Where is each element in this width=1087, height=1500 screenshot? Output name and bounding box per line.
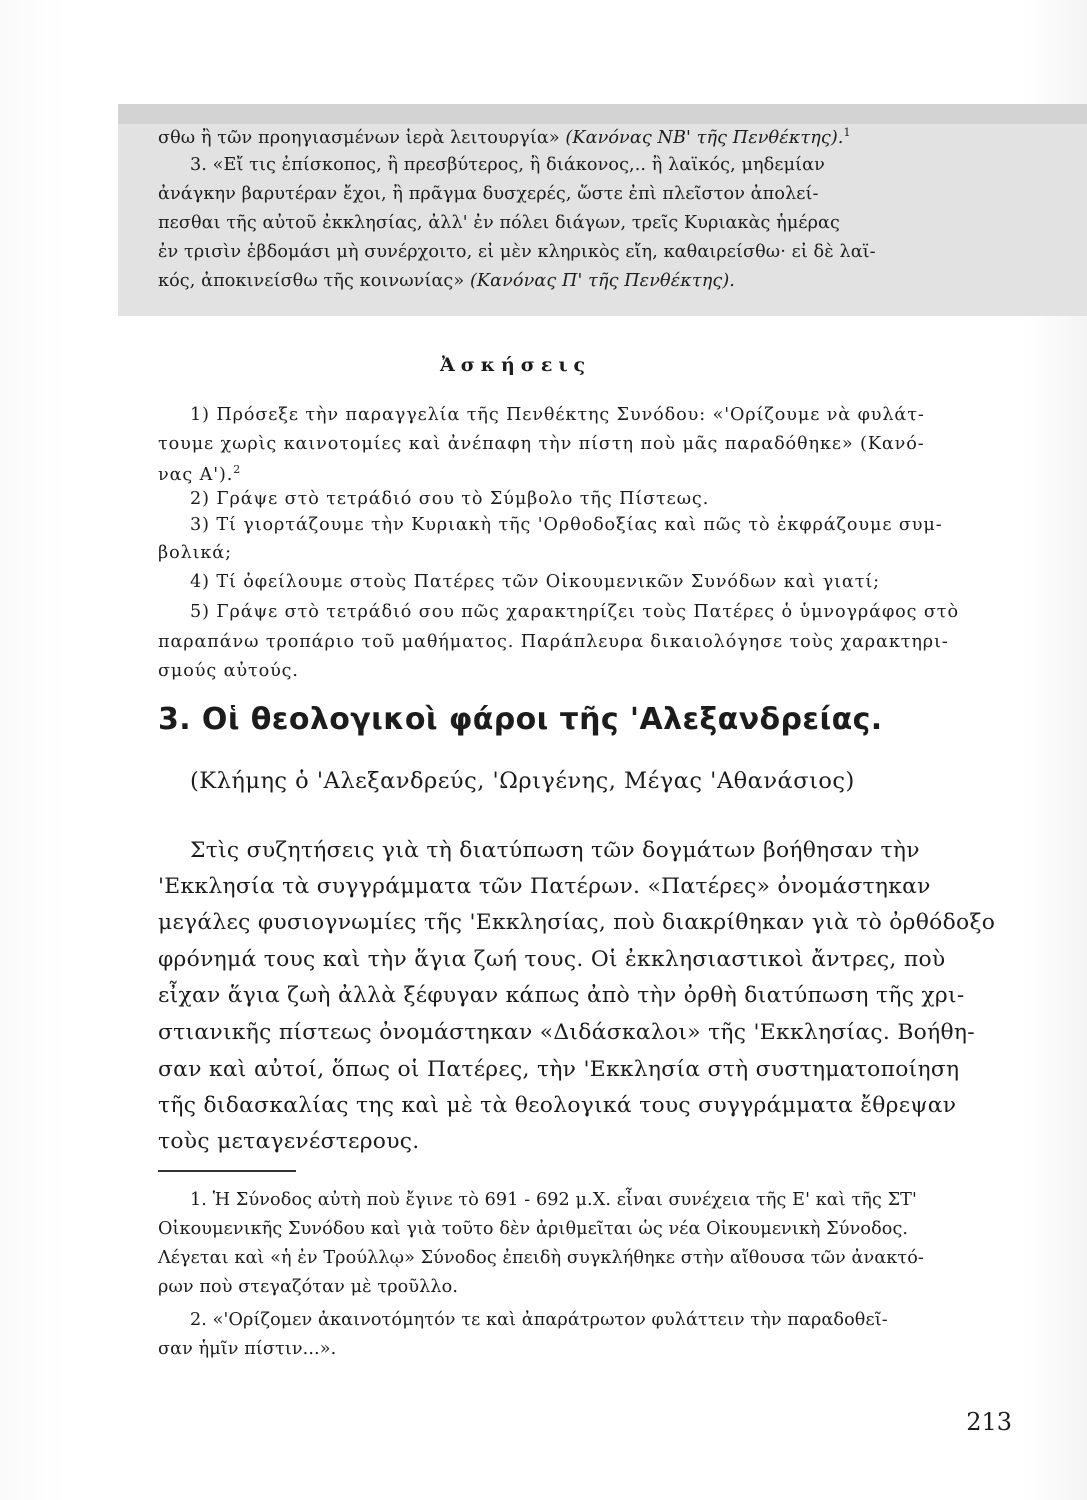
body-line: εἶχαν ἅγια ζωὴ ἀλλὰ ξέφυγαν κάπως ἀπὸ τὴν ὀρθὴ διατύπωση τῆς χρι- — [158, 983, 965, 1008]
section-subtitle: (Κλήμης ὁ 'Αλεξανδρεύς, 'Ωριγένης, Μέγας 'Αθανάσιος) — [190, 768, 855, 794]
body-line: μεγάλες φυσιογνωμίες τῆς 'Εκκλησίας, ποὺ διακρίθηκαν γιὰ τὸ ὀρθόδοξο — [158, 910, 996, 935]
page-number: 213 — [966, 1408, 1012, 1436]
exercise-line: 2) Γράψε στὸ τετράδιό σου τὸ Σύμβολο τῆς Πίστεως. — [190, 489, 710, 509]
shaded-print-strip — [118, 104, 1087, 124]
section-title: 3. Οἱ θεολογικοὶ φάροι τῆς 'Αλεξανδρείας. — [158, 702, 883, 737]
canon-reference: (Κανόνας Π' τῆς Πενθέκτης). — [469, 271, 735, 291]
footnote-line: σαν ἡμῖν πίστιν...». — [158, 1339, 337, 1359]
footnote-separator — [158, 1170, 296, 1172]
exercise-line: 4) Τί ὀφείλουμε στοὺς Πατέρες τῶν Οἰκουμενικῶν Συνόδων καὶ γιατί; — [190, 572, 880, 592]
exercise-line: 5) Γράψε στὸ τετράδιό σου πῶς χαρακτηρίζει τοὺς Πατέρες ὁ ὑμνογράφος στὸ — [190, 602, 959, 622]
canon-text-line: ἀνάγκην βαρυτέραν ἔχοι, ἢ πρᾶγμα δυσχερές, ὥστε ἐπὶ πλεῖστον ἀπολεί- — [158, 184, 819, 204]
body-line: τῆς διδασκαλίας της καὶ μὲ τὰ θεολογικά τους συγγράμματα ἔθρεψαν — [158, 1093, 957, 1118]
body-line: τοὺς μεταγενέστερους. — [158, 1129, 420, 1154]
canon-text-line: 3. «Εἴ τις ἐπίσκοπος, ἢ πρεσβύτερος, ἢ διάκονος,.. ἢ λαϊκός, μηδεμίαν — [190, 155, 825, 175]
body-line: 'Εκκλησία τὰ συγγράμματα τῶν Πατέρων. «Πατέρες» ὀνομάστηκαν — [158, 874, 931, 899]
body-line: σαν καὶ αὐτοί, ὅπως οἱ Πατέρες, τὴν 'Εκκλησία στὴ συστηματοποίηση — [158, 1057, 960, 1082]
footnote-mark: 1 — [843, 126, 851, 139]
footnote-line: ρων ποὺ στεγαζόταν μὲ τροῦλλο. — [158, 1277, 459, 1297]
canon-text-line: κός, ἀποκινείσθω τῆς κοινωνίας» (Κανόνας Π' τῆς Πενθέκτης). — [158, 271, 735, 291]
body-line: στιανικῆς πίστεως ὀνομάστηκαν «Διδάσκαλοι» τῆς 'Εκκλησίας. Βοήθη- — [158, 1020, 975, 1045]
exercise-line: νας Α').$^2$ — [158, 463, 242, 485]
exercise-line: 1) Πρόσεξε τὴν παραγγελία τῆς Πενθέκτης Συνόδου: «'Ορίζουμε νὰ φυλάτ- — [190, 405, 925, 425]
exercise-line: βολικά; — [158, 543, 232, 563]
body-line: Στὶς συζητήσεις γιὰ τὴ διατύπωση τῶν δογμάτων βοήθησαν τὴν — [190, 838, 920, 863]
canon-text-line: πεσθαι τῆς αὐτοῦ ἐκκλησίας, ἀλλ' ἐν πόλει διάγων, τρεῖς Κυριακὰς ἡμέρας — [158, 213, 840, 233]
canon-text-line: ἐν τρισὶν ἑβδομάσι μὴ συνέρχοιτο, εἰ μὲν κληρικὸς εἴη, καθαιρείσθω· εἰ δὲ λαϊ- — [158, 242, 876, 262]
exercises-heading: Ἀσκήσεις — [440, 354, 592, 376]
footnote-line: 1. Ἡ Σύνοδος αὐτὴ ποὺ ἔγινε τὸ 691 - 692 μ.Χ. εἶναι συνέχεια τῆς Ε' καὶ τῆς ΣΤ' — [190, 1190, 917, 1210]
footnote-line: Οἰκουμενικῆς Συνόδου καὶ γιὰ τοῦτο δὲν ἀριθμεῖται ὡς νέα Οἰκουμενικὴ Σύνοδος. — [158, 1219, 909, 1239]
footnote-line: Λέγεται καὶ «ἡ ἐν Τρούλλῳ» Σύνοδος ἐπειδὴ συγκλήθηκε στὴν αἴθουσα τῶν ἀνακτό- — [158, 1248, 924, 1268]
exercise-line: 3) Τί γιορτάζουμε τὴν Κυριακὴ τῆς 'Ορθοδοξίας καὶ πῶς τὸ ἐκφράζουμε συμ- — [190, 515, 943, 535]
canon-reference: (Κανόνας ΝΒ' τῆς Πενθέκτης). — [565, 127, 844, 148]
footnote-line: 2. «'Ορίζομεν ἀκαινοτόμητόν τε καὶ ἀπαράτρωτον φυλάττειν τὴν παραδοθεῖ- — [190, 1310, 888, 1330]
footnote-mark: 2 — [233, 463, 242, 476]
exercise-line: σμούς αὐτούς. — [158, 661, 299, 681]
canon-text-line: σθω ἢ τῶν προηγιασμένων ἱερὰ λειτουργία» (Κανόνας ΝΒ' τῆς Πενθέκτης).$^1$ — [158, 126, 851, 148]
exercise-line: παραπάνω τροπάριο τοῦ μαθήματος. Παράπλευρα δικαιολόγησε τοὺς χαρακτηρι- — [158, 632, 949, 652]
body-line: φρόνημά τους καὶ τὴν ἅγια ζωή τους. Οἱ ἐκκλησιαστικοὶ ἄντρες, ποὺ — [158, 947, 946, 972]
exercise-line: τουμε χωρὶς καινοτομίες καὶ ἀνέπαφη τὴν πίστη ποὺ μᾶς παραδόθηκε» (Κανό- — [158, 434, 925, 454]
